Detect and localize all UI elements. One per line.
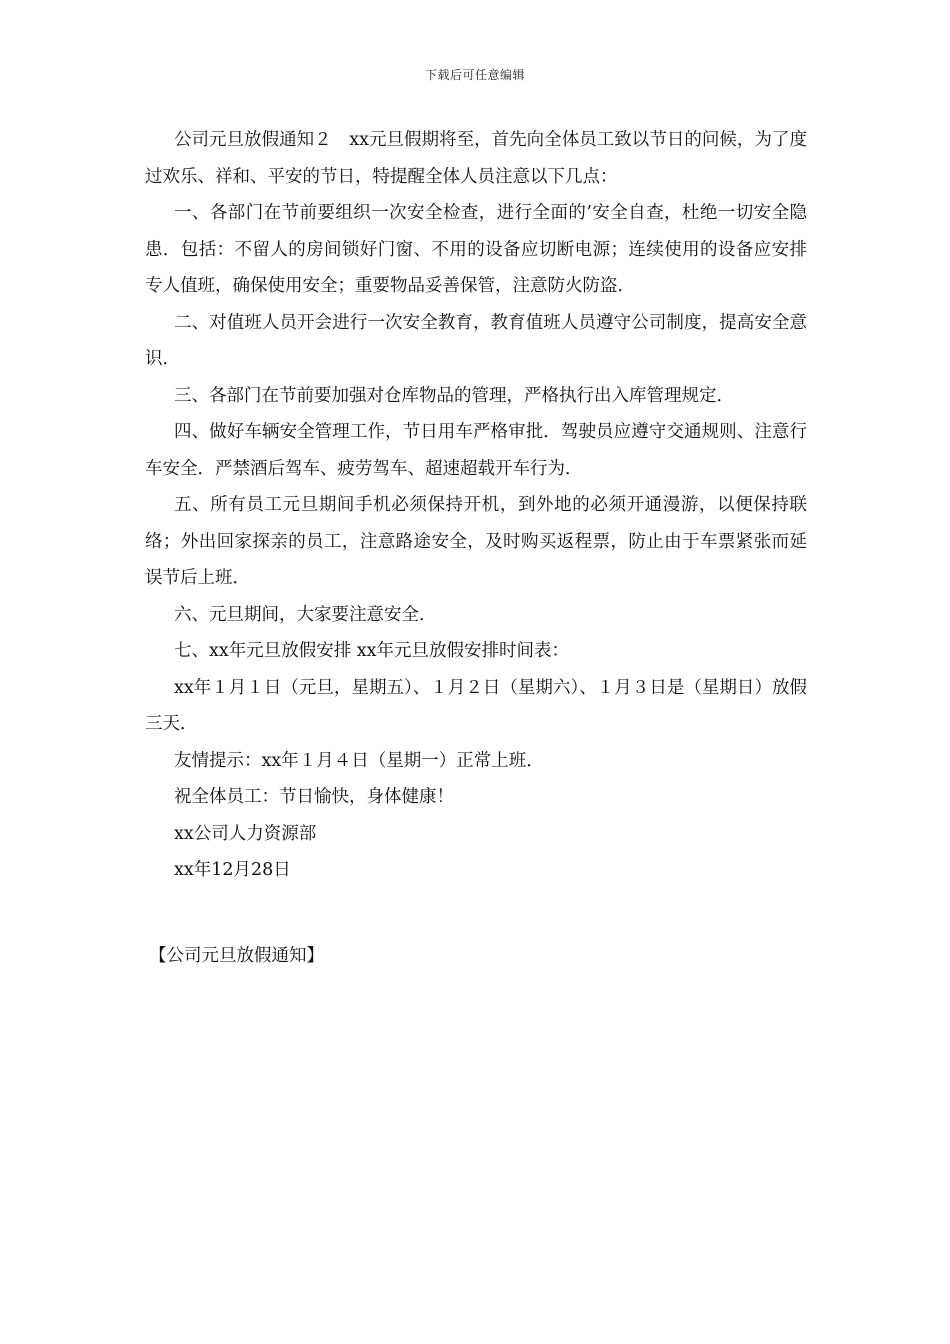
paragraph-item-2: 二、对值班人员开会进行一次安全教育，教育值班人员遵守公司制度，提高安全意识． [145,312,807,369]
paragraph-schedule: xx年１月１日（元旦，星期五）、１月２日（星期六）、１月３日是（星期日）放假三天． [145,677,807,734]
paragraph-item-5: 五、所有员工元旦期间手机必须保持开机，到外地的必须开通漫游，以便保持联络；外出回家探亲的员工，注意路途安全，及时购买返程票，防止由于车票紧张而延误节后上班． [145,495,807,588]
paragraph-reminder: 友情提示：xx年１月４日（星期一）正常上班． [174,750,544,771]
signature-department: xx公司人力资源部 [174,823,317,844]
notice-body [145,122,807,889]
footer-title: 【公司元旦放假通知】 [149,946,324,966]
paragraph-item-1: 一、各部门在节前要组织一次安全检查，进行全面的’安全自查，杜绝一切安全隐患．包括：不留人的房间锁好门窗、不用的设备应切断电源；连续使用的设备应安排专人值班，确保使用安全；重要物品妥善保管，注意防火防盗． [145,203,807,296]
paragraph-item-4: 四、做好车辆安全管理工作，节日用车严格审批．驾驶员应遵守交通规则、注意行车安全．严禁酒后驾车、疲劳驾车、超速超载开车行为． [145,422,807,479]
paragraph-item-6: 六、元旦期间，大家要注意安全． [174,604,437,625]
paragraph-item-7: 七、xx年元旦放假安排 xx年元旦放假安排时间表： [174,641,570,661]
paragraph-intro: 公司元旦放假通知２ xx元旦假期将至，首先向全体员工致以节日的问候，为了度过欢乐、祥和、平安的节日，特提醒全体人员注意以下几点： [145,130,807,187]
header-note: 下载后可任意编辑 [424,68,525,82]
paragraph-greeting: 祝全体员工：节日愉快，身体健康！ [174,787,454,807]
paragraph-item-3: 三、各部门在节前要加强对仓库物品的管理，严格执行出入库管理规定． [174,385,734,406]
signature-date: xx年12月28日 [174,860,291,880]
